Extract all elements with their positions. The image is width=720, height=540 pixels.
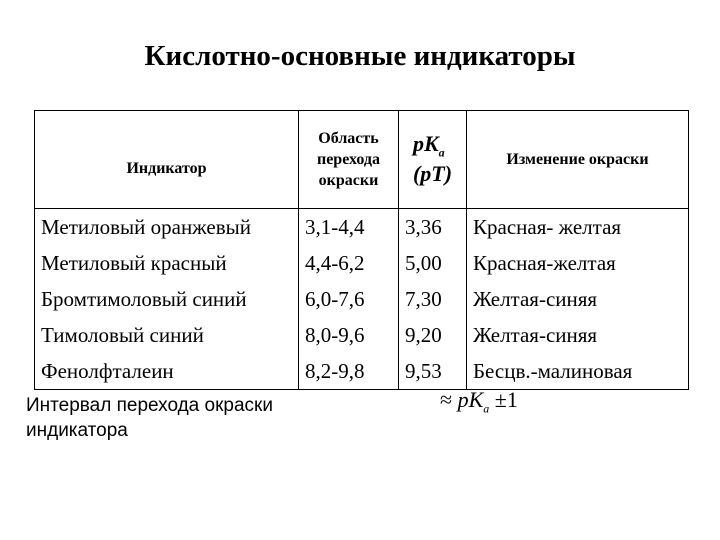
table-row xyxy=(35,245,689,281)
formula-pk: pK xyxy=(457,387,484,412)
note-line-2: индикатора xyxy=(26,420,128,441)
cell-pka: 3,36 xyxy=(399,209,467,246)
header-pka-symbol: pK xyxy=(412,130,439,156)
cell-indicator-name: Бромтимоловый синий xyxy=(35,281,299,317)
transition-interval-note xyxy=(26,393,336,443)
indicator-table xyxy=(34,110,689,390)
cell-color-change: Желтая-синяя xyxy=(467,281,689,317)
header-range-line-3: окраски xyxy=(318,172,379,189)
approx-symbol: ≈ xyxy=(440,387,453,412)
cell-indicator-name: Тимоловый синий xyxy=(35,317,299,353)
cell-range: 8,0-9,6 xyxy=(299,317,399,353)
slide-title: Кислотно-основные индикаторы xyxy=(144,40,576,72)
cell-range: 8,2-9,8 xyxy=(299,353,399,390)
header-indicator: Индикатор xyxy=(35,111,299,209)
cell-indicator-name: Фенолфталеин xyxy=(35,353,299,390)
cell-indicator-name: Метиловый красный xyxy=(35,245,299,281)
cell-pka: 9,53 xyxy=(399,353,467,390)
cell-pka: 7,30 xyxy=(399,281,467,317)
cell-color-change: Красная-желтая xyxy=(467,245,689,281)
cell-range: 3,1-4,4 xyxy=(299,209,399,246)
header-pka-subscript: a xyxy=(438,145,445,160)
pka-interval-formula xyxy=(440,387,518,416)
cell-color-change: Желтая-синяя xyxy=(467,317,689,353)
header-color-change: Изменение окраски xyxy=(467,111,689,209)
header-transition-range xyxy=(299,111,399,209)
cell-range: 6,0-7,6 xyxy=(299,281,399,317)
table-row xyxy=(35,209,689,246)
cell-pka: 5,00 xyxy=(399,245,467,281)
cell-pka: 9,20 xyxy=(399,317,467,353)
table-header-row xyxy=(35,111,689,209)
table-row xyxy=(35,353,689,390)
formula-plus-minus: ±1 xyxy=(494,387,518,412)
note-line-1: Интервал перехода окраски xyxy=(26,395,273,416)
cell-indicator-name: Метиловый оранжевый xyxy=(35,209,299,246)
header-pka xyxy=(399,111,467,209)
header-range-line-1: Область xyxy=(318,130,379,147)
table-row xyxy=(35,281,689,317)
header-pt-symbol: (pT) xyxy=(412,161,453,187)
cell-color-change: Бесцв.-малиновая xyxy=(467,353,689,390)
cell-color-change: Красная- желтая xyxy=(467,209,689,246)
cell-range: 4,4-6,2 xyxy=(299,245,399,281)
formula-subscript: a xyxy=(483,401,490,416)
table-row xyxy=(35,317,689,353)
header-range-line-2: перехода xyxy=(316,151,381,168)
